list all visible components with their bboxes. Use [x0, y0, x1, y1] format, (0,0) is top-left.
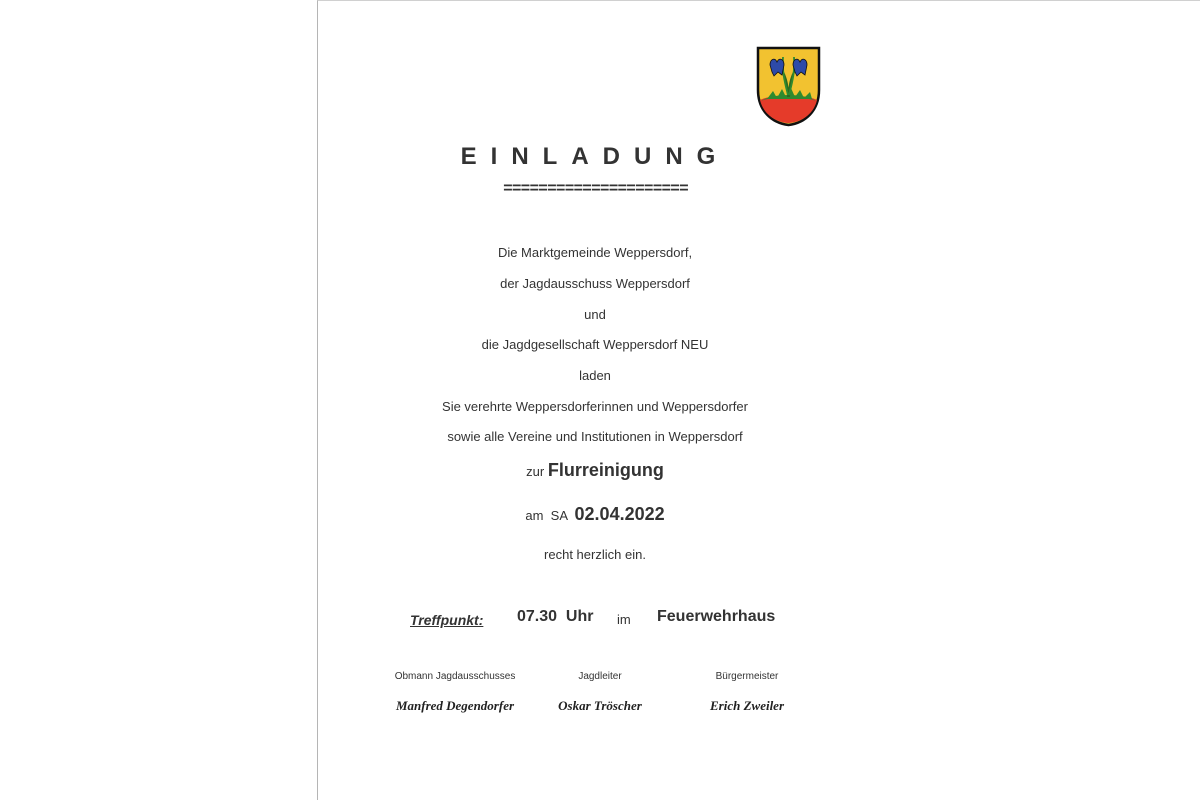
- body-line-1: Die Marktgemeinde Weppersdorf,: [497, 245, 693, 260]
- event-date: 02.04.2022: [574, 504, 665, 524]
- weekday-prefix: am SA: [525, 508, 568, 523]
- event-prefix: zur: [526, 464, 545, 479]
- role-jagdleiter: Jagdleiter: [578, 671, 622, 682]
- role-buergermeister: Bürgermeister: [715, 671, 779, 682]
- role-obmann: Obmann Jagdausschusses: [394, 671, 516, 682]
- body-line-2: der Jagdausschuss Weppersdorf: [500, 276, 690, 291]
- event-name: Flurreinigung: [547, 460, 664, 480]
- event-line: [380, 460, 810, 481]
- meeting-place: Feuerwehrhaus: [657, 608, 776, 625]
- closing-line: recht herzlich ein.: [544, 547, 646, 562]
- body-line-4: die Jagdgesellschaft Weppersdorf NEU: [481, 337, 709, 352]
- document-title: EINLADUNG: [460, 143, 730, 170]
- body-line-6: Sie verehrte Weppersdorferinnen und Weppersdorfer: [442, 399, 748, 414]
- body-line-5: laden: [579, 368, 611, 383]
- body-line-3: und: [584, 307, 606, 322]
- coat-of-arms: [755, 45, 822, 127]
- meeting-time: 07.30 Uhr: [517, 608, 594, 625]
- signature-obmann: Manfred Degendorfer: [395, 698, 515, 713]
- meeting-preposition: im: [617, 612, 631, 627]
- meeting-label: Treffpunkt:: [410, 612, 484, 628]
- date-line: [380, 504, 810, 525]
- signature-jagdleiter: Oskar Tröscher: [558, 698, 642, 713]
- body-line-7: sowie alle Vereine und Institutionen in Weppersdorf: [447, 429, 743, 444]
- signature-buergermeister: Erich Zweiler: [709, 698, 785, 713]
- title-underline: =====================: [503, 180, 688, 198]
